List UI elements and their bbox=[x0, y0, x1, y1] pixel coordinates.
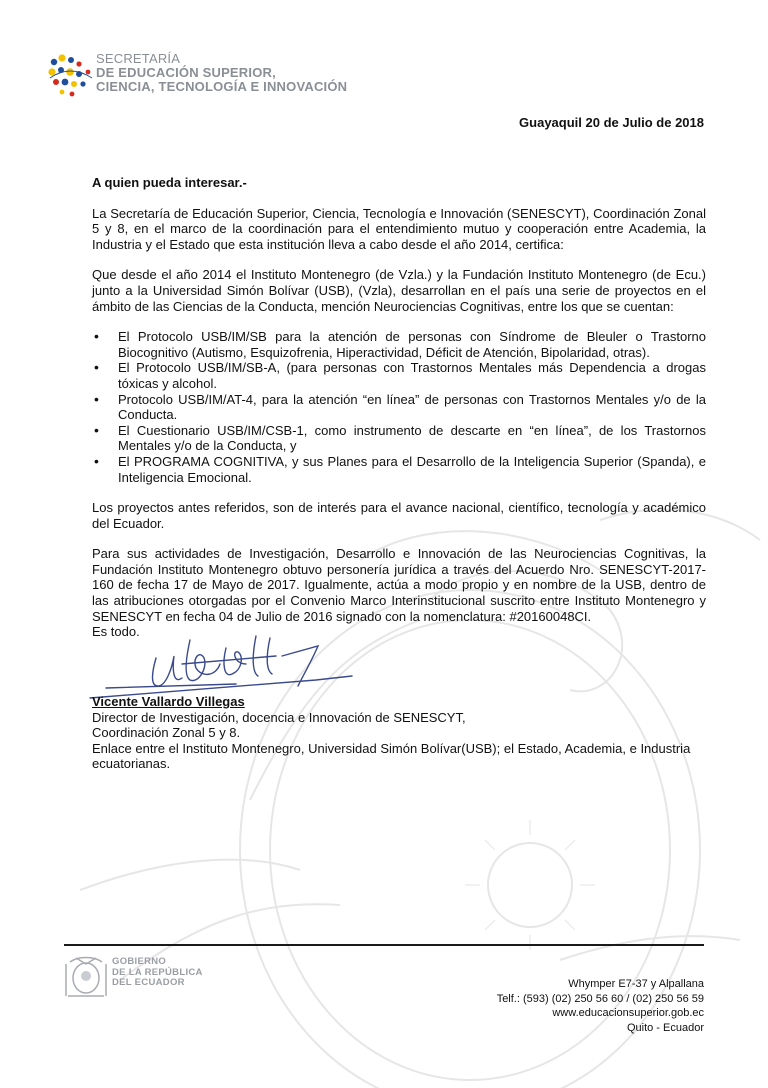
signer-title-line: Director de Investigación, docencia e Innovación de SENESCYT, bbox=[92, 709, 466, 725]
paragraph-legal: Para sus actividades de Investigación, Desarrollo e Innovación de las Neurociencias Cognitivas, la Fundación Instituto Montenegro obtuvo personería jurídica a través del Acuerdo Nro. SENESCYT-2017-160 de fecha 17 de Mayo de 2017. Igualmente, actúa a modo propio y en nombre de la USB, dentro de las atribuciones otorgadas por el Convenio Marco Interinstitucional suscrito entre Instituto Montenegro y SENESCYT en fecha 04 de Julio de 2016 signado con la nomenclatura: #20160048CI. bbox=[92, 546, 706, 624]
gov-line-1: GOBIERNO bbox=[112, 956, 167, 967]
paragraph-intro: La Secretaría de Educación Superior, Ciencia, Tecnología e Innovación (SENESCYT), Coordinación Zonal 5 y 8, en el marco de la coordinación para el entendimiento mutuo y cooperación entre Academia, la Industria y el Estado que esta institución lleva a cabo desde el año 2014, certifica: bbox=[92, 205, 706, 252]
list-item: • El Cuestionario USB/IM/CSB-1, como instrumento de descarte en “en línea”, de los Trastornos Mentales y/o de la Conducta, y bbox=[92, 423, 706, 454]
signature-icon bbox=[86, 628, 356, 704]
signer-title-line: Coordinación Zonal 5 y 8. bbox=[92, 725, 241, 741]
logo-line-2: DE EDUCACIÓN SUPERIOR, bbox=[96, 65, 276, 80]
signer-name: Vicente Vallardo Villegas bbox=[92, 694, 245, 709]
footer-website: www.educacionsuperior.gob.ec bbox=[552, 1007, 704, 1019]
list-item: • Protocolo USB/IM/AT-4, para la atención “en línea” de personas con Trastornos Mentales y/o de la Conducta. bbox=[92, 392, 706, 423]
footer-phone: Telf.: (593) (02) 250 56 60 / (02) 250 56 59 bbox=[496, 992, 704, 1005]
paragraph-projects-intro: Que desde el año 2014 el Instituto Montenegro (de Vzla.) y la Fundación Instituto Montenegro (de Ecu.) junto a la Universidad Simón Bolívar (USB), (Vzla), desarrollan en el país una serie de proyectos en el ámbito de las Ciencias de la Conducta, mención Neurociencias Cognitivas, entre los que se cuentan: bbox=[92, 267, 706, 314]
signer-block bbox=[92, 694, 690, 772]
gov-line-2: DE LA REPÚBLICA bbox=[112, 966, 203, 978]
footer-city: Quito - Ecuador bbox=[626, 1021, 704, 1034]
letter-body bbox=[92, 175, 706, 640]
letter-date: Guayaquil 20 de Julio de 2018 bbox=[519, 115, 704, 130]
projects-list bbox=[92, 329, 706, 485]
gobierno-logo bbox=[62, 952, 212, 1002]
list-item: • El Protocolo USB/IM/SB para la atención de personas con Síndrome de Bleuler o Trastorno Biocognitivo (Autismo, Esquizofrenia, Hiperactividad, Déficit de Atención, Bipolaridad, otras). bbox=[92, 329, 706, 360]
senescyt-logo bbox=[44, 46, 348, 102]
gobierno-logo-text bbox=[112, 957, 203, 989]
paragraph-interest: Los proyectos antes referidos, son de interés para el avance nacional, científico, tecnología y académico del Ecuador. bbox=[92, 500, 706, 531]
greeting: A quien pueda interesar.- bbox=[92, 175, 247, 190]
senescyt-logo-text bbox=[96, 52, 347, 94]
signer-title-line: ecuatorianas. bbox=[92, 756, 171, 772]
list-item: • El Protocolo USB/IM/SB-A, (para personas con Trastornos Mentales más Dependencia a drogas tóxicas y alcohol. bbox=[92, 360, 706, 391]
footer-street: Whymper E7-37 y Alpallana bbox=[568, 978, 704, 990]
logo-line-1: SECRETARÍA bbox=[96, 51, 181, 66]
closing-text: Es todo. bbox=[92, 624, 140, 640]
logo-line-3: CIENCIA, TECNOLOGÍA E INNOVACIÓN bbox=[96, 79, 348, 94]
list-item: • El PROGRAMA COGNITIVA, y sus Planes para el Desarrollo de la Inteligencia Superior (Spanda), e Inteligencia Emocional. bbox=[92, 454, 706, 485]
footer-divider bbox=[64, 944, 704, 946]
senescyt-dots-icon bbox=[44, 48, 96, 100]
ecuador-shield-icon bbox=[62, 952, 110, 1000]
gov-line-3: DEL ECUADOR bbox=[112, 977, 185, 988]
signer-title-line: Enlace entre el Instituto Montenegro, Universidad Simón Bolívar(USB); el Estado, Academia, e Industria bbox=[92, 740, 691, 756]
footer-address bbox=[497, 977, 704, 1035]
